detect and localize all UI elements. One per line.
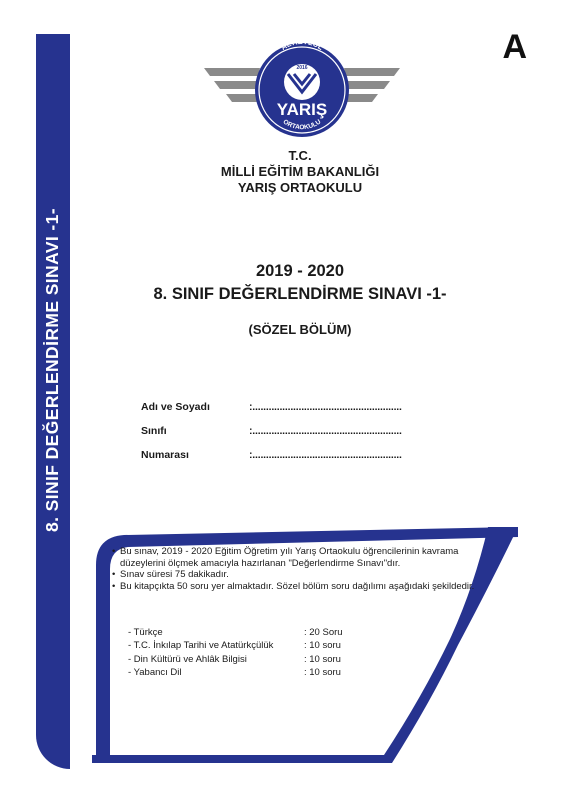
logo-top-text: ALTIEYLÜL [279,36,325,52]
class-field[interactable]: :....................................................... [249,425,402,437]
subject-count: : 10 soru [304,640,341,652]
logo-year: 2016 [296,65,308,71]
school-logo [200,36,404,152]
instruction-item: • Bu sınav, 2019 - 2020 Eğitim Öğretim yılı Yarış Ortaokulu öğrencilerinin kavrama düzeylerini ölçmek amacıyla hazırlanan "Değerlendirme Sınavı"dır. [112,546,502,569]
subject-distribution [128,626,343,679]
exam-section: (SÖZEL BÖLÜM) [248,322,352,337]
header-school: YARIŞ ORTAOKULU [237,180,363,195]
instruction-item: • Bu kitapçıkta 50 soru yer almaktadır. Sözel bölüm soru dağılımı aşağıdaki şekildedir. [112,581,502,593]
subject-row [128,639,343,652]
instruction-item: • Sınav süresi 75 dakikadır. [112,569,502,581]
subject-name: - T.C. İnkılap Tarihi ve Atatürkçülük [128,640,274,652]
subject-name: - Türkçe [128,627,163,638]
header-tc: T.C. [288,148,312,163]
subject-count: : 10 soru [304,653,341,665]
subject-row [128,653,343,666]
subject-name: - Yabancı Dil [128,666,182,678]
header-ministry: MİLLİ EĞİTİM BAKANLIĞI [220,164,380,179]
subject-row [128,626,343,639]
number-label: Numarası [141,449,189,461]
logo-bottom-text: ORTAOKULU [281,118,323,132]
class-label: Sınıfı [141,425,167,437]
logo-name: YARIŞ [276,100,328,119]
subject-row [128,666,343,679]
exam-title: 8. SINIF DEĞERLENDİRME SINAVI -1- [153,285,447,303]
side-banner-text: 8. SINIF DEĞERLENDİRME SINAVI -1- [41,207,62,533]
name-label: Adı ve Soyadı [141,401,210,413]
booklet-type-letter: A [502,28,527,66]
number-field[interactable]: :....................................................... [249,449,402,461]
instructions [112,546,502,592]
subject-name: - Din Kültürü ve Ahlâk Bilgisi [128,653,247,665]
academic-year: 2019 - 2020 [255,262,345,280]
name-field[interactable]: :....................................................... [249,401,402,413]
subject-count: : 20 Soru [304,627,343,638]
subject-count: : 10 soru [304,666,341,678]
